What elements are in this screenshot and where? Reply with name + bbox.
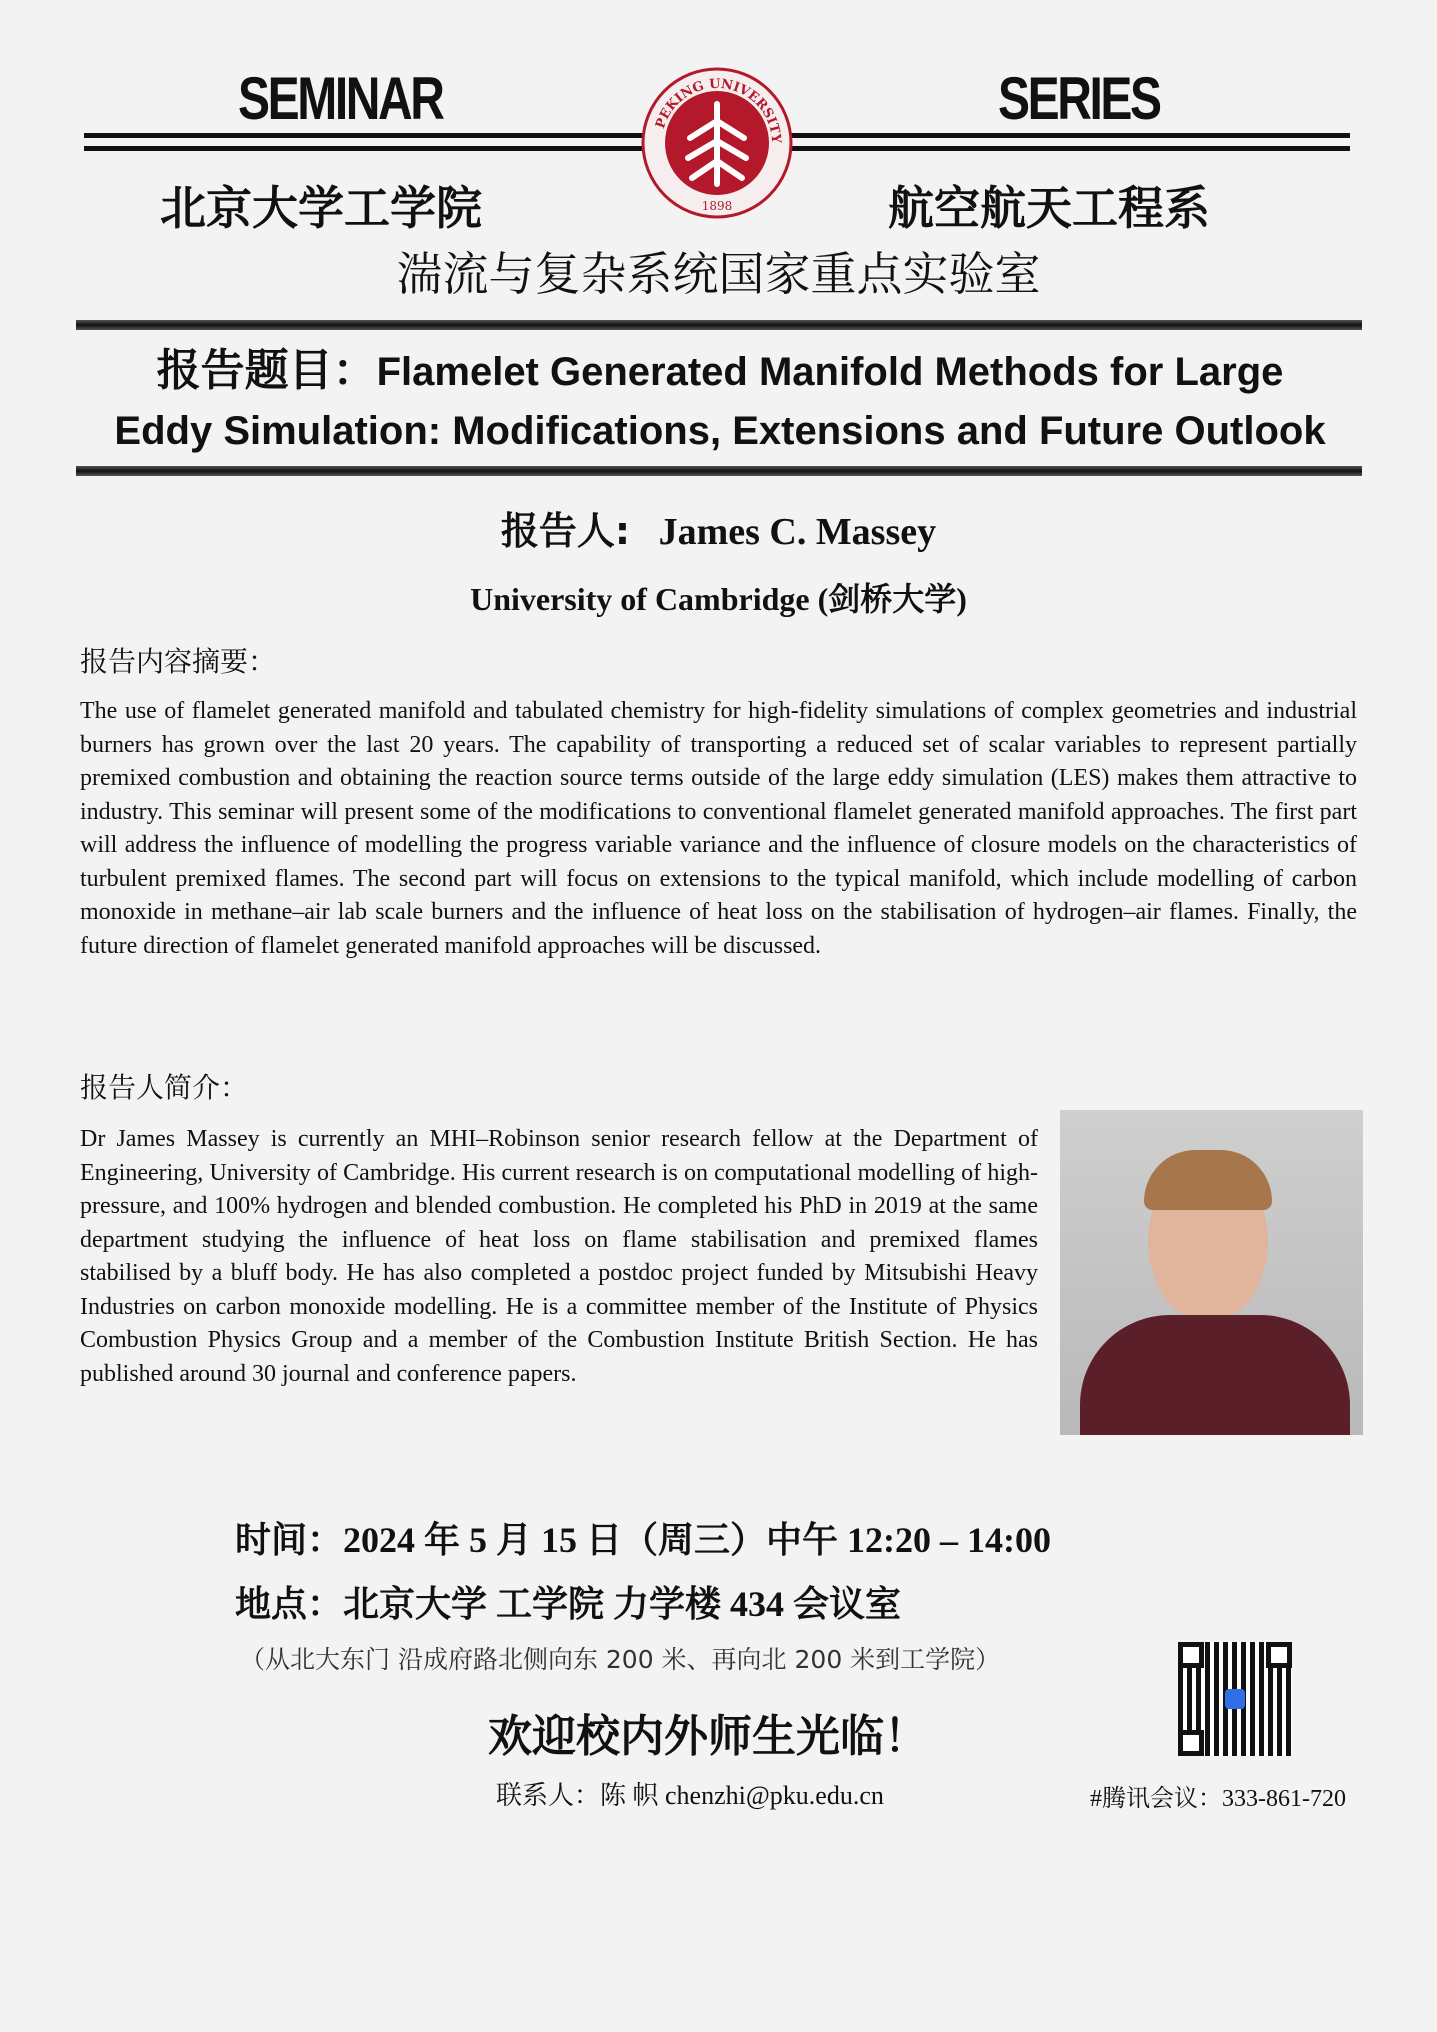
speaker-affiliation: University of Cambridge (剑桥大学) xyxy=(470,581,967,617)
speaker-label: 报告人: xyxy=(500,509,631,553)
qr-finder-bl xyxy=(1178,1730,1204,1756)
photo-sweater xyxy=(1080,1315,1350,1435)
svg-text:1898: 1898 xyxy=(701,199,733,213)
college-name: 北京大学工学院 xyxy=(160,181,482,235)
lab-name: 湍流与复杂系统国家重点实验室 xyxy=(396,247,1041,301)
tencent-meeting-id: #腾讯会议：333-861-720 xyxy=(1090,1786,1346,1812)
title-line-1: Flamelet Generated Manifold Methods for Large xyxy=(376,350,1284,394)
welcome-text: 欢迎校内外师生光临！ xyxy=(488,1711,928,1762)
event-place: 地点：北京大学 工学院 力学楼 434 会议室 xyxy=(235,1584,902,1624)
bio-heading: 报告人简介： xyxy=(80,1071,249,1104)
bio-text: Dr James Massey is currently an MHI–Robinson senior research fellow at the Department of Engineering, University of Cambridge. His current research is on computational modelling of high-pressure, and 100% hydrogen and blended combustion. He completed his PhD in 2019 at the same department studying the influence of heat loss on flame stabilisation and premixed flames stabilised by a bluff body. He has also completed a postdoc project funded by Mitsubishi Heavy Industries on carbon monoxide modelling. He is a committee member of the Institute of Physics Combustion Physics Group and a member of the Combustion Institute British Section. He has published around 30 journal and conference papers. xyxy=(80,1126,1038,1387)
header-rule-left-2 xyxy=(84,146,644,151)
event-time: 时间：2024 年 5 月 15 日（周三）中午 12:20 – 14:00 xyxy=(235,1520,1051,1560)
series-word: SERIES xyxy=(998,65,1160,132)
department-name: 航空航天工程系 xyxy=(888,181,1210,235)
title-label: 报告题目： xyxy=(156,345,377,396)
speaker-photo xyxy=(1060,1110,1363,1435)
header-rule-right-1 xyxy=(790,133,1350,138)
header-rule-right-2 xyxy=(790,146,1350,151)
event-directions: （从北大东门 沿成府路北侧向东 200 米、再向北 200 米到工学院） xyxy=(240,1645,1001,1674)
talk-title-line-1-row xyxy=(60,342,1380,401)
talk-title-line-2-row xyxy=(60,402,1380,460)
speaker-line xyxy=(0,500,1437,555)
title-rule-bottom xyxy=(76,466,1362,476)
svg-text:PEKING UNIVERSITY: PEKING UNIVERSITY xyxy=(653,76,784,144)
qr-finder-tr xyxy=(1266,1642,1292,1668)
title-rule-top xyxy=(76,320,1362,330)
tencent-meeting-icon xyxy=(1225,1689,1245,1709)
photo-hair xyxy=(1144,1150,1272,1210)
abstract-heading: 报告内容摘要： xyxy=(80,645,277,678)
qr-finder-tl xyxy=(1178,1642,1204,1668)
header-rule-left-1 xyxy=(84,133,644,138)
abstract-text: The use of flamelet generated manifold and tabulated chemistry for high-fidelity simulations of complex geometries and industrial burners has grown over the last 20 years. The capability of transporting a reduced set of scalar variables to represent partially premixed combustion and obtaining the reaction source terms outside of the large eddy simulation (LES) makes them attractive to industry. This seminar will present some of the modifications to conventional flamelet generated manifold approaches. The first part will address the influence of modelling the progress variable variance and the influence of closure models on the characteristics of turbulent premixed flames. The second part will focus on extensions to the typical manifold, which include modelling of carbon monoxide in methane–air lab scale burners and the influence of heat loss on the stabilisation of hydrogen–air flames. Finally, the future direction of flamelet generated manifold approaches will be discussed. xyxy=(80,698,1357,959)
title-line-2: Eddy Simulation: Modifications, Extensions and Future Outlook xyxy=(114,409,1326,453)
peking-university-logo xyxy=(640,66,794,220)
seminar-word: SEMINAR xyxy=(238,65,443,132)
meeting-qr-code[interactable] xyxy=(1178,1642,1292,1756)
contact-info: 联系人：陈 帜 chenzhi@pku.edu.cn xyxy=(496,1781,884,1810)
speaker-name: James C. Massey xyxy=(658,511,937,553)
